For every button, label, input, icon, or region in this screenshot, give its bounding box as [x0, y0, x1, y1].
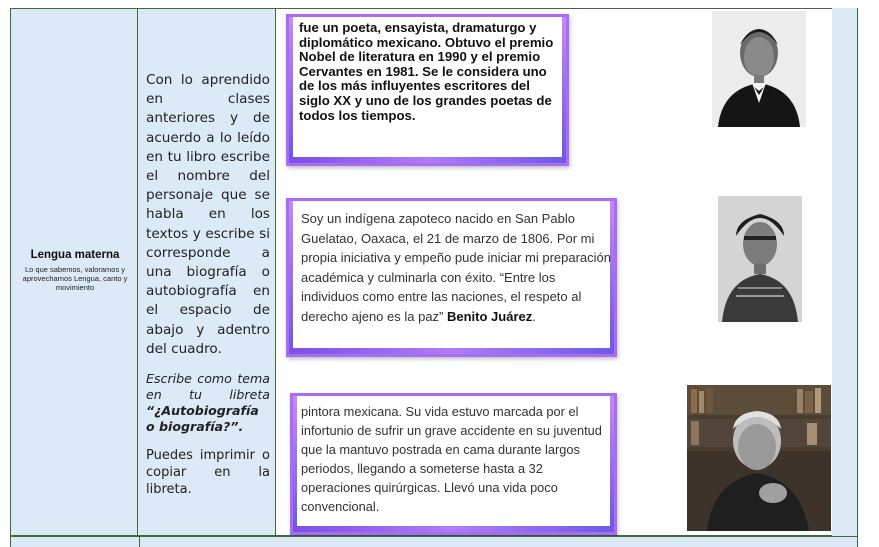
biography-card-2 — [286, 198, 617, 357]
subject-cell — [10, 8, 138, 536]
portrait-1-image — [712, 11, 806, 127]
biography-card-1 — [286, 14, 569, 166]
portrait-photo-2 — [718, 196, 802, 322]
card-left-stripe — [289, 201, 293, 354]
next-row-divider — [139, 537, 140, 547]
portrait-photo-3 — [687, 385, 831, 531]
instructions-main: Con lo aprendido en clases anteriores y de acuerdo a lo leído en tu libro escribe el nombre del personaje que se habla en los textos y escribe si corresponde a una biografía o autobiografía en el espacio de abajo y adentro del cuadro. — [146, 72, 270, 357]
instructions-text — [146, 71, 270, 498]
card-2-text — [301, 209, 613, 327]
card-left-stripe — [289, 17, 293, 163]
instructions-italic-intro: Escribe como tema en tu libreta — [146, 371, 270, 403]
card-1-text: fue un poeta, ensayista, dramaturgo y diplomático mexicano. Obtuvo el premio Nobel de literatura en 1990 y el premio Cervantes en 1981. Se le considera uno de los más influyentes escritores del siglo XX y uno de los grandes poetas de todos los tiempos. — [299, 20, 554, 123]
portrait-3-image — [687, 385, 831, 531]
subject-title: Lengua materna — [30, 249, 120, 261]
instructions-cell — [138, 8, 276, 536]
right-margin-cell — [832, 8, 858, 536]
card-2-body: Soy un indígena zapoteco nacido en San Pablo Guelatao, Oaxaca, el 21 de marzo de 1806. Por mi propia iniciativa y empeño pude iniciar mi preparación académica y culminarla con éxito. “Entre los individuos como entre las naciones, el respeto al derecho ajeno es la paz” — [301, 211, 612, 324]
biography-card-3 — [290, 393, 617, 535]
card-right-stripe — [562, 17, 566, 163]
instructions-topic: “¿Autobiografía o biografía?”. — [146, 403, 259, 435]
card-3-text: pintora mexicana. Su vida estuvo marcada por el infortunio de sufrir un grave accidente en su juventud que la mantuvo postrada en cama durante largos periodos, llegando a someterse hasta a 32 operaciones quirúrgicas. Llevó una vida poco convencional. — [301, 404, 602, 514]
portrait-photo-1 — [712, 11, 806, 127]
next-table-row — [10, 536, 858, 547]
card-2-end: . — [532, 308, 536, 324]
subject-subtitle: Lo que sabemos, valoramos y aprovechamos Lengua, canto y movimiento — [22, 265, 128, 292]
card-left-stripe — [293, 396, 297, 532]
portrait-2-image — [718, 196, 802, 322]
card-2-name: Benito Juárez — [447, 308, 533, 324]
instructions-italic — [146, 371, 270, 435]
instructions-print-note: Puedes imprimir o copiar en la libreta. — [146, 448, 270, 498]
